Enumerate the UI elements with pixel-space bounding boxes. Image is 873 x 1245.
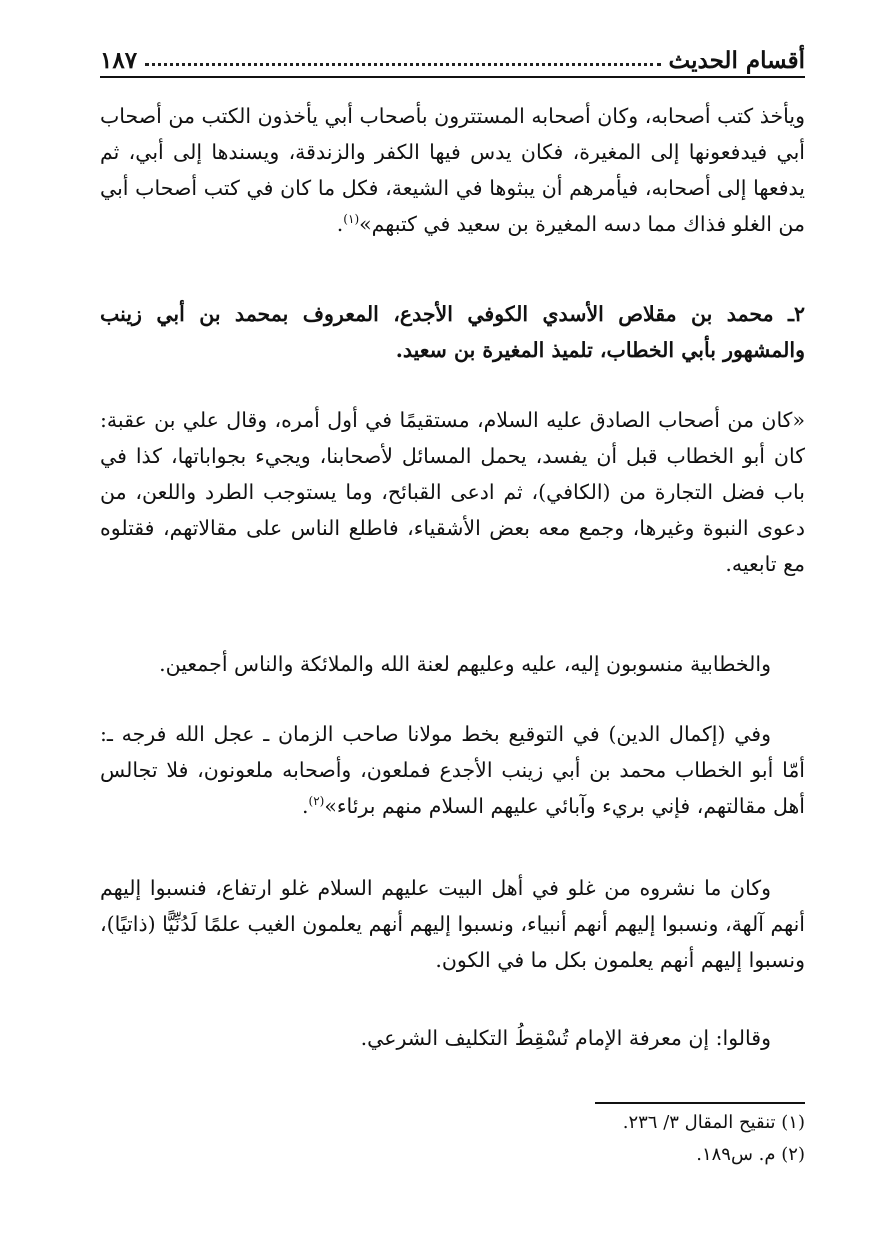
section-heading-2: ٢ـ محمد بن مقلاص الأسدي الكوفي الأجدع، المعروف بمحمد بن أبي زينب والمشهور بأبي الخطاب، تلميذ المغيرة بن سعيد. [100,302,805,362]
header-leader-dots [145,63,660,66]
paragraph-5: وفي (إكمال الدين) في التوقيع بخط مولانا صاحب الزمان ـ عجل الله فرجه ـ: أمّا أبو الخطاب محمد بن أبي زينب الأجدع فملعون، وأصحابه ملعونون، فلا تجالس أهل مقالتهم، فإني بريء وآبائي عليهم السلام منهم برئاء»$^{(٢)}$. [100,722,805,818]
footnote-1: (١) تنقيح المقال ٣/ ٢٣٦. [622,1112,805,1133]
page-number: ١٨٧ [100,47,138,74]
header-rule [100,76,805,78]
book-page [100,0,805,1245]
running-header [100,38,805,74]
paragraph-6: وكان ما نشروه من غلو في أهل البيت عليهم السلام غلو ارتفاع، فنسبوا إليهم أنهم آلهة، ونسبوا إليهم أنهم أنبياء، ونسبوا إليهم أنهم يعلمون الغيب علمًا لَدُنِّيًّا (ذاتيًا)، ونسبوا إليهم أنهم يعلمون بكل ما في الكون. [100,876,805,972]
paragraph-4: والخطابية منسوبون إليه، عليه وعليهم لعنة الله والملائكة والناس أجمعين. [159,652,771,676]
footnote-ref-2: (٢) [308,794,325,809]
footnote-rule [595,1102,805,1104]
header-title: أقسام الحديث [668,47,805,74]
footnote-ref-1: (١) [343,212,360,227]
paragraph-1: ويأخذ كتب أصحابه، وكان أصحابه المستترون بأصحاب أبي يأخذون الكتب من أصحاب أبي فيدفعونها إلى المغيرة، فكان يدس فيها الكفر والزندقة، ويسندها إلى أبي، ثم يدفعها إلى أصحابه، فيأمرهم أن يبثوها في الشيعة، فكل ما كان في كتب أصحاب أبي من الغلو فذاك مما دسه المغيرة بن سعيد في كتبهم»$^{(١)}$. [100,104,805,236]
paragraph-7: وقالوا: إن معرفة الإمام تُسْقِطُ التكليف الشرعي. [360,1026,771,1050]
paragraph-3: «كان من أصحاب الصادق عليه السلام، مستقيمًا في أول أمره، وقال علي بن عقبة: كان أبو الخطاب قبل أن يفسد، يحمل المسائل لأصحابنا، ويجيء بجواباتها، كذا في باب فضل التجارة من (الكافي)، ثم ادعى القبائح، وما يستوجب الطرد واللعن، من دعوى النبوة وغيرها، وجمع معه بعض الأشقياء، فاطلع الناس على مقالاتهم، فقتلوه مع تابعيه. [100,408,805,576]
footnote-2: (٢) م. س١٨٩. [696,1144,805,1165]
